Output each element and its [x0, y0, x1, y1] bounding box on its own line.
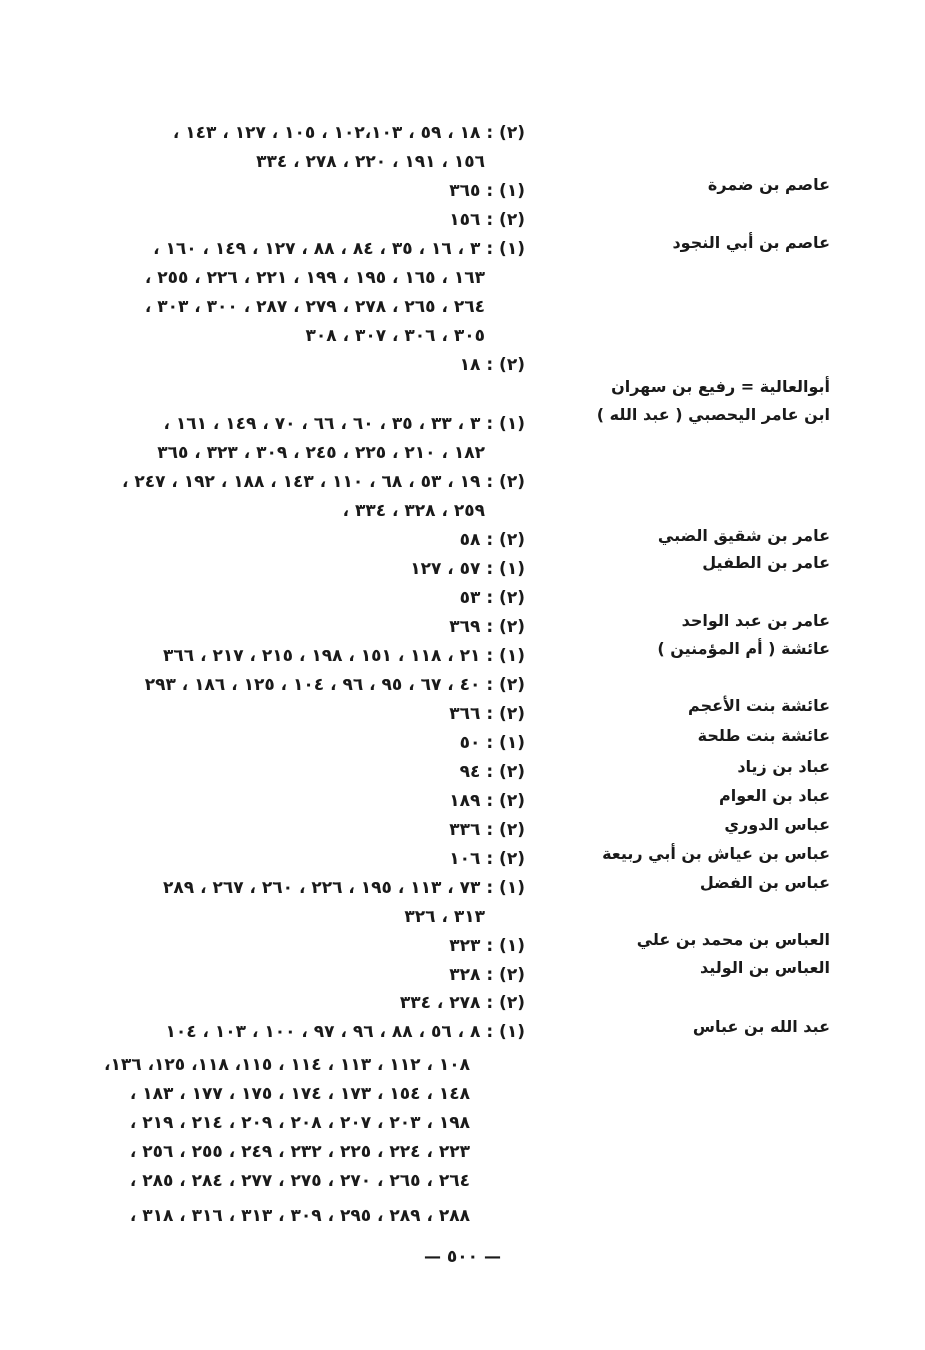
entry-name: عبد الله بن عباس [692, 1017, 830, 1036]
entry-name: عباس الدوري [724, 815, 830, 834]
entry-name: عامر بن عبد الواحد [681, 611, 830, 630]
entry-references: ١٨٢ ، ٢١٠ ، ٢٢٥ ، ٢٤٥ ، ٣٠٩ ، ٣٢٣ ، ٣٦٥ [157, 443, 485, 463]
entry-references: (٢) : ١٠٦ [449, 849, 525, 869]
entry-references: ٢٦٤ ، ٢٦٥ ، ٢٧٠ ، ٢٧٥ ، ٢٧٧ ، ٢٨٤ ، ٢٨٥ ، [129, 1171, 470, 1191]
entry-name: عائشة بنت طلحة [697, 726, 830, 745]
entry-references: (٢) : ٣٦٩ [449, 617, 525, 637]
entry-references: (٢) : ١٨٩ [449, 791, 525, 811]
entry-references: (١) : ٣ ، ١٦ ، ٣٥ ، ٨٤ ، ٨٨ ، ١٢٧ ، ١٤٩ ، ١٦٠ ، [153, 239, 525, 259]
entry-name: العباس بن الوليد [700, 958, 830, 977]
entry-name: عامر بن الطفيل [702, 553, 830, 572]
entry-references: (٢) : ٥٣ [459, 588, 525, 608]
entry-references: (١) : ٥٧ ، ١٢٧ [410, 559, 525, 579]
entry-references: (٢) : ١٨ [459, 355, 525, 375]
entry-name: أبوالعالية = رفيع بن سهران [611, 377, 830, 396]
entry-name: عباس بن الفضل [699, 873, 830, 892]
entry-name: عائشة ( أم المؤمنين ) [657, 639, 830, 658]
entry-references: ١٥٦ ، ١٩١ ، ٢٢٠ ، ٢٧٨ ، ٣٣٤ [256, 152, 485, 172]
entry-name: عباد بن زياد [737, 757, 830, 776]
entry-name: عاصم بن ضمرة [707, 175, 830, 194]
entry-references: (١) : ٥٠ [459, 733, 525, 753]
entry-references: (١) : ٣٢٣ [449, 936, 525, 956]
entry-references: (٢) : ١٩ ، ٥٣ ، ٦٨ ، ١١٠ ، ١٤٣ ، ١٨٨ ، ١٩٢ ، ٢٤٧ ، [121, 472, 525, 492]
entry-references: (١) : ٧٣ ، ١١٣ ، ١٩٥ ، ٢٢٦ ، ٢٦٠ ، ٢٦٧ ، ٢٨٩ [163, 878, 525, 898]
entry-references: ٣١٣ ، ٣٢٦ [404, 907, 485, 927]
entry-name: ابن عامر اليحصبي ( عبد الله ) [596, 405, 830, 424]
entry-name: عباد بن العوام [719, 786, 830, 805]
entry-references: (١) : ٣ ، ٣٣ ، ٣٥ ، ٦٠ ، ٦٦ ، ٧٠ ، ١٤٩ ، ١٦١ ، [163, 414, 525, 434]
page-number: — ٥٠٠ — [424, 1247, 501, 1267]
entry-references: ١٠٨ ، ١١٢ ، ١١٣ ، ١١٤ ، ١١٥، ١١٨، ١٢٥، ١٣٦، [104, 1055, 470, 1075]
entry-name: عائشة بنت الأعجم [688, 696, 830, 715]
entry-name: عباس بن عياش بن أبي ربيعة [602, 844, 830, 863]
entry-references: (٢) : ١٥٦ [449, 210, 525, 230]
entry-references: (١) : ٢١ ، ١١٨ ، ١٥١ ، ١٩٨ ، ٢١٥ ، ٢١٧ ، ٣٦٦ [163, 646, 525, 666]
entry-references: (٢) : ٢٧٨ ، ٣٣٤ [399, 993, 525, 1013]
entry-references: ٣٠٥ ، ٣٠٦ ، ٣٠٧ ، ٣٠٨ [305, 326, 485, 346]
entry-references: (٢) : ٤٠ ، ٦٧ ، ٩٥ ، ٩٦ ، ١٠٤ ، ١٢٥ ، ١٨٦ ، ٢٩٣ [144, 675, 525, 695]
entry-references: (٢) : ٥٨ [459, 530, 525, 550]
entry-references: (٢) : ٩٤ [459, 762, 525, 782]
entry-references: ١٩٨ ، ٢٠٣ ، ٢٠٧ ، ٢٠٨ ، ٢٠٩ ، ٢١٤ ، ٢١٩ ، [129, 1113, 470, 1133]
entry-references: ١٦٣ ، ١٦٥ ، ١٩٥ ، ١٩٩ ، ٢٢١ ، ٢٢٦ ، ٢٥٥ ، [144, 268, 485, 288]
entry-references: ٢٥٩ ، ٣٢٨ ، ٣٣٤ ، [342, 501, 485, 521]
entry-references: (٢) : ٣٦٦ [449, 704, 525, 724]
entry-references: (١) : ٨ ، ٥٦ ، ٨٨ ، ٩٦ ، ٩٧ ، ١٠٠ ، ١٠٣ ، ١٠٤ [165, 1022, 525, 1042]
entry-references: ٢٦٤ ، ٢٦٥ ، ٢٧٨ ، ٢٧٩ ، ٢٨٧ ، ٣٠٠ ، ٣٠٣ ، [144, 297, 485, 317]
entry-references: ٢٢٣ ، ٢٢٤ ، ٢٢٥ ، ٢٣٢ ، ٢٤٩ ، ٢٥٥ ، ٢٥٦ ، [129, 1142, 470, 1162]
entry-name: عاصم بن أبي النجود [672, 233, 830, 252]
entry-references: (٢) : ١٨ ، ٥٩ ، ١٠٢،١٠٣ ، ١٠٥ ، ١٢٧ ، ١٤٣ ، [172, 123, 525, 143]
entry-references: (٢) : ٣٣٦ [449, 820, 525, 840]
entry-references: (١) : ٣٦٥ [449, 181, 525, 201]
entry-references: ١٤٨ ، ١٥٤ ، ١٧٣ ، ١٧٤ ، ١٧٥ ، ١٧٧ ، ١٨٣ ، [129, 1084, 470, 1104]
entry-name: عامر بن شقيق الضبي [657, 526, 830, 545]
entry-name: العباس بن محمد بن علي [636, 930, 830, 949]
entry-references: (٢) : ٣٢٨ [449, 965, 525, 985]
entry-references: ٢٨٨ ، ٢٨٩ ، ٢٩٥ ، ٣٠٩ ، ٣١٣ ، ٣١٦ ، ٣١٨ ، [129, 1206, 470, 1226]
